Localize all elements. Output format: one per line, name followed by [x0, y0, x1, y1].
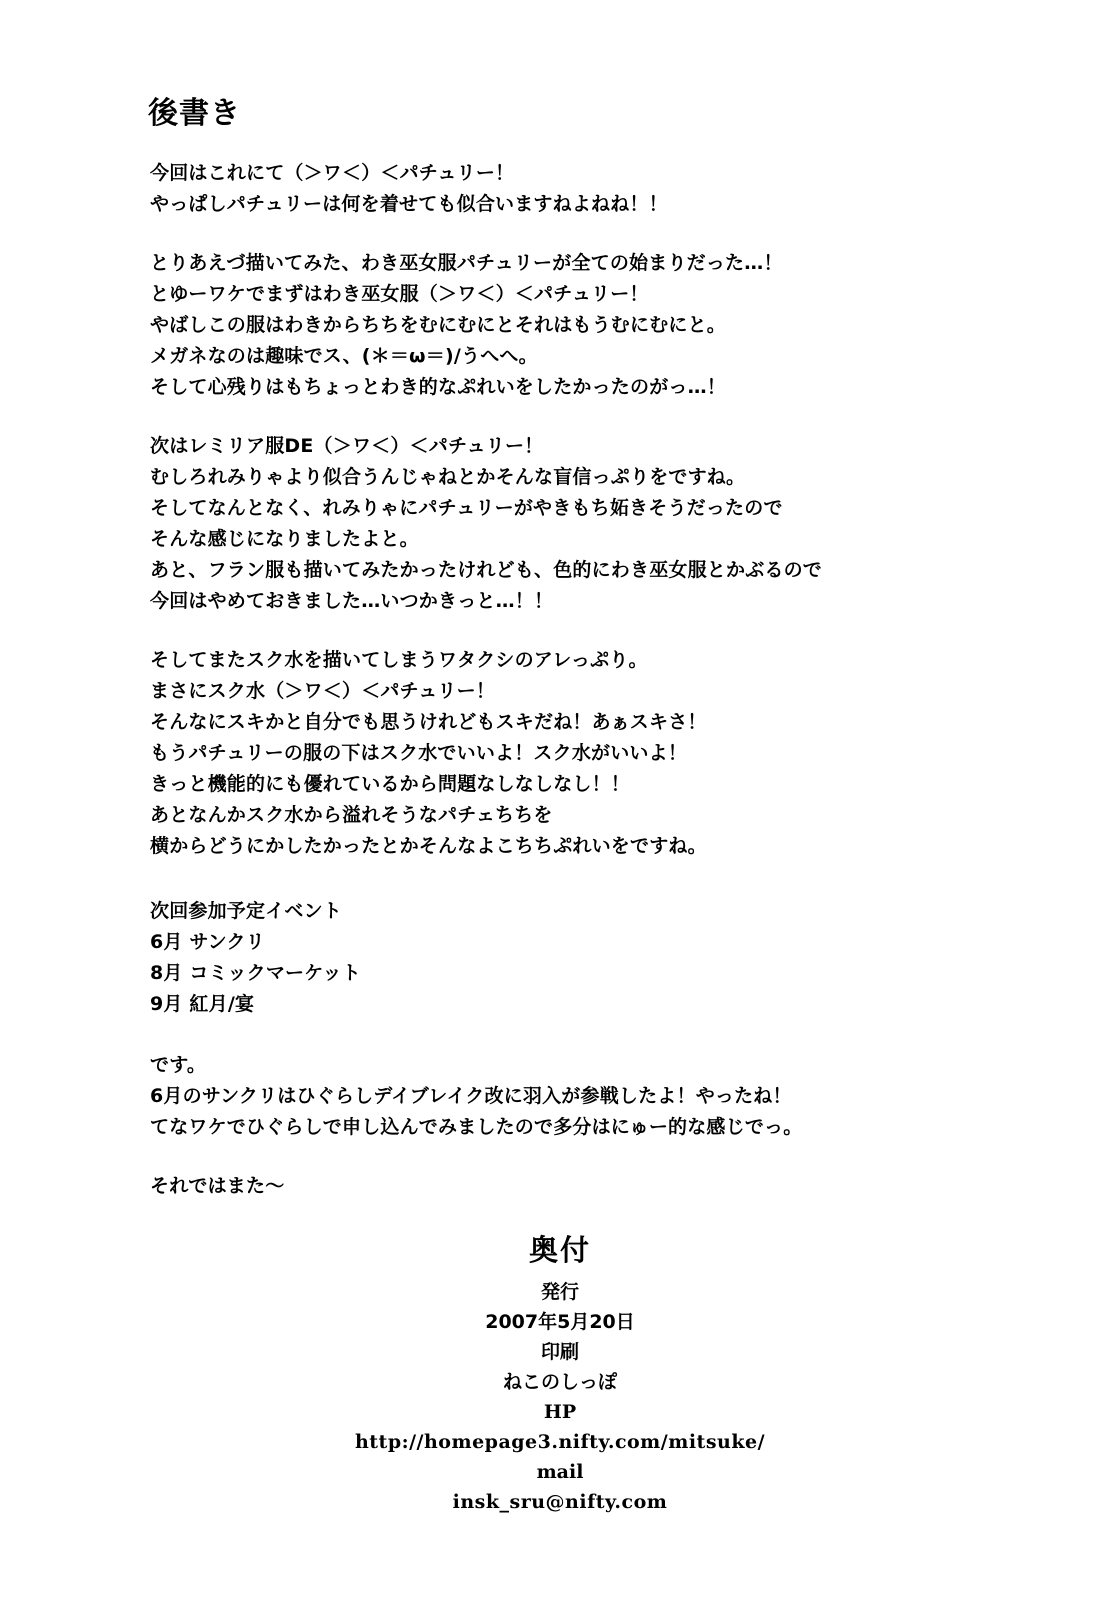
text-line: そんなにスキかと自分でも思うけれどもスキだね！あぁスキさ！ — [150, 711, 707, 733]
text-line: です。 — [150, 1054, 207, 1076]
events-heading: 次回参加予定イベント — [150, 900, 343, 922]
afterword-signoff — [150, 1171, 1010, 1202]
text-line: 今回はやめておきました…いつかきっと…！！ — [150, 590, 554, 612]
text-line: それではまた～ — [150, 1175, 285, 1197]
text-line: そんな感じになりましたよと。 — [150, 528, 419, 550]
text-line: きっと機能的にも優れているから問題なしなしなし！！ — [150, 773, 631, 795]
publish-label: 発行 — [540, 1281, 579, 1303]
text-line: まさにスク水（＞ワ＜）＜パチュリー！ — [150, 680, 496, 702]
printer-name: ねこのしっぽ — [502, 1371, 617, 1393]
text-line: てなワケでひぐらしで申し込んでみましたので多分はにゅー的な感じでっ。 — [150, 1116, 803, 1138]
text-line: もうパチュリーの服の下はスク水でいいよ！スク水がいいよ！ — [150, 742, 688, 764]
colophon-heading: 奥付 — [528, 1233, 591, 1267]
afterword-paragraph — [150, 158, 1010, 220]
hp-label: HP — [543, 1401, 577, 1423]
text-line: やばしこの服はわきからちちをむにむにとそれはもうむにむにと。 — [150, 314, 727, 336]
text-line: やっぱしパチュリーは何を着せても似合いますねよねね！！ — [150, 193, 668, 215]
mail-label: mail — [536, 1461, 584, 1483]
afterword-paragraph — [150, 1050, 1010, 1143]
text-line: あと、フラン服も描いてみたかったけれども、色的にわき巫女服とかぶるので — [150, 559, 823, 581]
mail-address[interactable]: insk_sru@nifty.com — [452, 1491, 668, 1513]
afterword-body — [150, 158, 1010, 1202]
colophon — [0, 1228, 1120, 1517]
text-line: 横からどうにかしたかったとかそんなよこちちぷれいをですね。 — [150, 835, 707, 857]
afterword-heading: 後書き — [148, 96, 241, 131]
hp-url[interactable]: http://homepage3.nifty.com/mitsuke/ — [354, 1431, 766, 1453]
afterword-paragraph — [150, 248, 1010, 403]
text-line: 今回はこれにて（＞ワ＜）＜パチュリー！ — [150, 162, 515, 184]
text-line: そしてまたスク水を描いてしまうワタクシのアレっぷり。 — [150, 649, 648, 671]
text-line: むしろれみりゃより似合うんじゃねとかそんな盲信っぷりをですね。 — [150, 466, 746, 488]
text-line: とゆーワケでまずはわき巫女服（＞ワ＜）＜パチュリー！ — [150, 283, 649, 305]
afterword-paragraph — [150, 431, 1010, 617]
text-line: そして心残りはもちょっとわき的なぷれいをしたかったのがっ…！ — [150, 376, 727, 398]
afterword-paragraph — [150, 645, 1010, 862]
text-line: あとなんかスク水から溢れそうなパチェちちを — [150, 804, 553, 826]
text-line: 次はレミリア服DE（＞ワ＜）＜パチュリー！ — [150, 435, 544, 457]
text-line: 6月のサンクリはひぐらしデイブレイク改に羽入が参戦したよ！やったね！ — [150, 1085, 792, 1107]
upcoming-events-block — [150, 896, 1010, 1020]
text-line: そしてなんとなく、れみりゃにパチュリーがやきもち妬きそうだったので — [150, 497, 783, 519]
print-label: 印刷 — [540, 1341, 579, 1363]
event-item: 8月 コミックマーケット — [150, 962, 361, 984]
publish-date: 2007年5月20日 — [485, 1311, 635, 1333]
event-item: 6月 サンクリ — [150, 931, 265, 953]
text-line: とりあえづ描いてみた、わき巫女服パチュリーが全ての始まりだった…！ — [150, 252, 783, 274]
event-item: 9月 紅月/宴 — [150, 993, 255, 1015]
text-line: メガネなのは趣味でス、(＊＝ω＝)/うへへ。 — [150, 345, 538, 367]
